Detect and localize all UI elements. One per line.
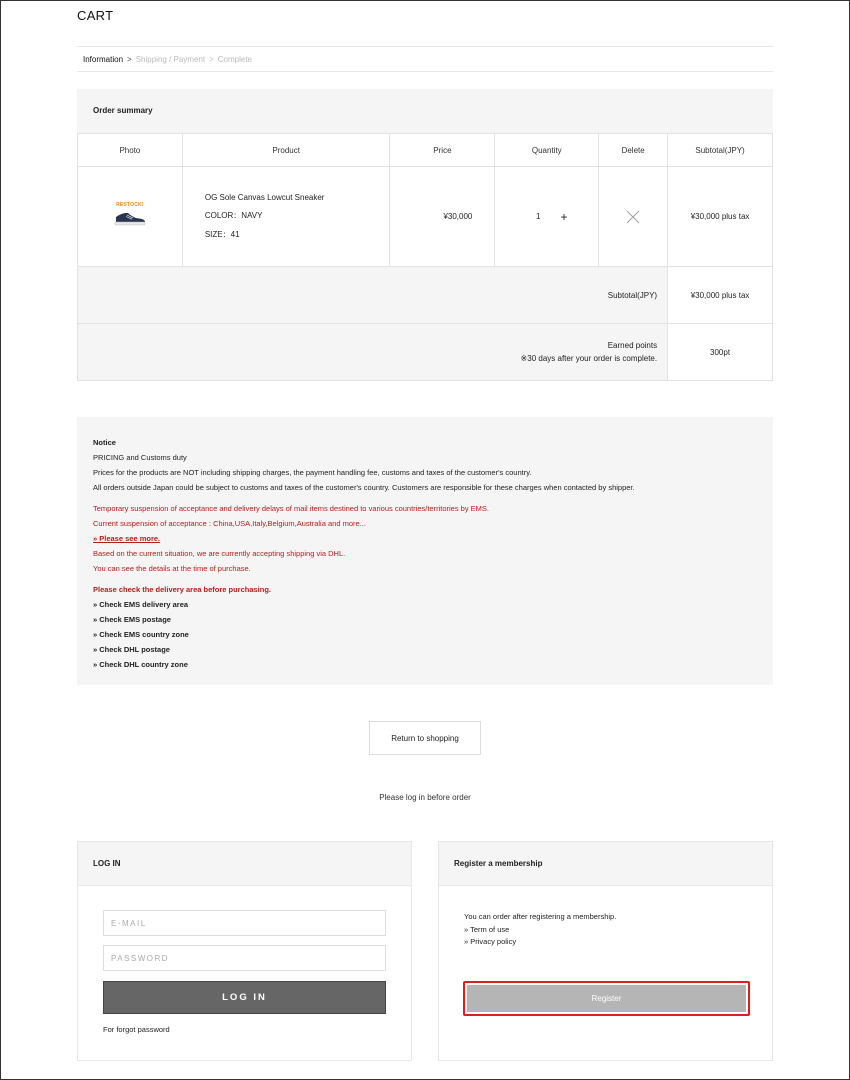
breadcrumb-step-complete: Complete [217, 55, 252, 64]
restock-badge: RESTOCK! [116, 201, 144, 208]
login-panel [77, 841, 412, 1061]
cart-table [77, 133, 773, 381]
login-button[interactable]: LOG IN [103, 981, 386, 1014]
product-photo-cell [78, 167, 183, 267]
privacy-policy-link[interactable]: » Privacy policy [464, 937, 517, 946]
notice-line: PRICING and Customs duty [93, 453, 187, 462]
order-summary-heading: Order summary [77, 89, 773, 133]
product-size: SIZE：41 [204, 229, 240, 239]
notice-box [77, 417, 773, 685]
column-header-delete: Delete [599, 134, 668, 167]
return-to-shopping-button[interactable]: Return to shopping [369, 721, 481, 755]
quantity-cell [495, 167, 599, 267]
plus-icon[interactable]: + [560, 209, 568, 224]
notice-line: Prices for the products are NOT including shipping charges, the payment handling fee, customs and taxes of the customer's country. [93, 468, 532, 477]
product-image[interactable] [110, 202, 150, 230]
column-header-photo: Photo [78, 134, 183, 167]
product-color: COLOR：NAVY [204, 211, 263, 221]
register-panel [438, 841, 773, 1061]
check-dhl-country-zone-link[interactable]: » Check DHL country zone [93, 660, 188, 669]
breadcrumb-step-information: Information [83, 55, 124, 64]
notice-warning: You can see the details at the time of purchase. [93, 564, 251, 573]
column-header-product: Product [182, 134, 390, 167]
table-row [78, 167, 773, 267]
breadcrumb-separator: > [209, 55, 214, 64]
subtotal-label: Subtotal(JPY) [78, 267, 668, 324]
delete-cell [599, 167, 668, 267]
notice-line: All orders outside Japan could be subject to customs and taxes of the customer's country. Customers are responsible for these charges when contacted by shipper. [93, 483, 635, 492]
page-title: CART [77, 8, 114, 23]
check-dhl-postage-link[interactable]: » Check DHL postage [93, 645, 170, 654]
register-panel-title: Register a membership [439, 842, 772, 886]
quantity-stepper [536, 211, 567, 223]
register-info [464, 911, 616, 949]
forgot-password-link[interactable]: For forgot password [103, 1025, 170, 1034]
close-icon[interactable] [626, 210, 640, 224]
please-see-more-link[interactable]: » Please see more. [93, 534, 161, 543]
item-subtotal: ¥30,000 plus tax [668, 167, 773, 267]
product-name[interactable]: OG Sole Canvas Lowcut Sneaker [204, 192, 325, 202]
register-description: You can order after registering a membership. [464, 912, 617, 921]
notice-warning: Based on the current situation, we are currently accepting shipping via DHL. [93, 549, 346, 558]
login-panel-title: LOG IN [78, 842, 411, 886]
password-field[interactable] [103, 945, 386, 971]
points-note: ※30 days after your order is complete. [520, 354, 658, 363]
notice-title: Notice [93, 438, 116, 447]
quantity-value: 1 [536, 212, 541, 221]
product-price: ¥30,000 [390, 167, 495, 267]
column-header-quantity: Quantity [495, 134, 599, 167]
register-button[interactable]: Register [467, 985, 746, 1012]
breadcrumb-separator: > [127, 55, 132, 64]
points-label: Earned points [607, 341, 658, 350]
notice-warning: Temporary suspension of acceptance and delivery delays of mail items destined to various countries/territories by EMS. [93, 504, 490, 513]
points-value: 300pt [668, 324, 773, 381]
column-header-price: Price [390, 134, 495, 167]
product-info-cell [182, 167, 390, 267]
points-label-cell [78, 324, 668, 381]
sneaker-icon [114, 210, 146, 226]
table-header-row [78, 134, 773, 167]
login-note: Please log in before order [379, 793, 471, 802]
subtotal-row [78, 267, 773, 324]
subtotal-value: ¥30,000 plus tax [668, 267, 773, 324]
email-field[interactable] [103, 910, 386, 936]
delivery-check-title: Please check the delivery area before purchasing. [93, 585, 272, 594]
terms-of-use-link[interactable]: » Term of use [464, 924, 510, 934]
points-row [78, 324, 773, 381]
check-ems-delivery-area-link[interactable]: » Check EMS delivery area [93, 600, 189, 609]
notice-warning: Current suspension of acceptance : China,USA,Italy,Belgium,Australia and more... [93, 519, 366, 528]
check-ems-postage-link[interactable]: » Check EMS postage [93, 615, 171, 624]
breadcrumb-step-shipping: Shipping / Payment [135, 55, 206, 64]
check-ems-country-zone-link[interactable]: » Check EMS country zone [93, 630, 189, 639]
breadcrumb [77, 46, 773, 72]
column-header-subtotal: Subtotal(JPY) [668, 134, 773, 167]
register-button-highlight [463, 981, 750, 1016]
